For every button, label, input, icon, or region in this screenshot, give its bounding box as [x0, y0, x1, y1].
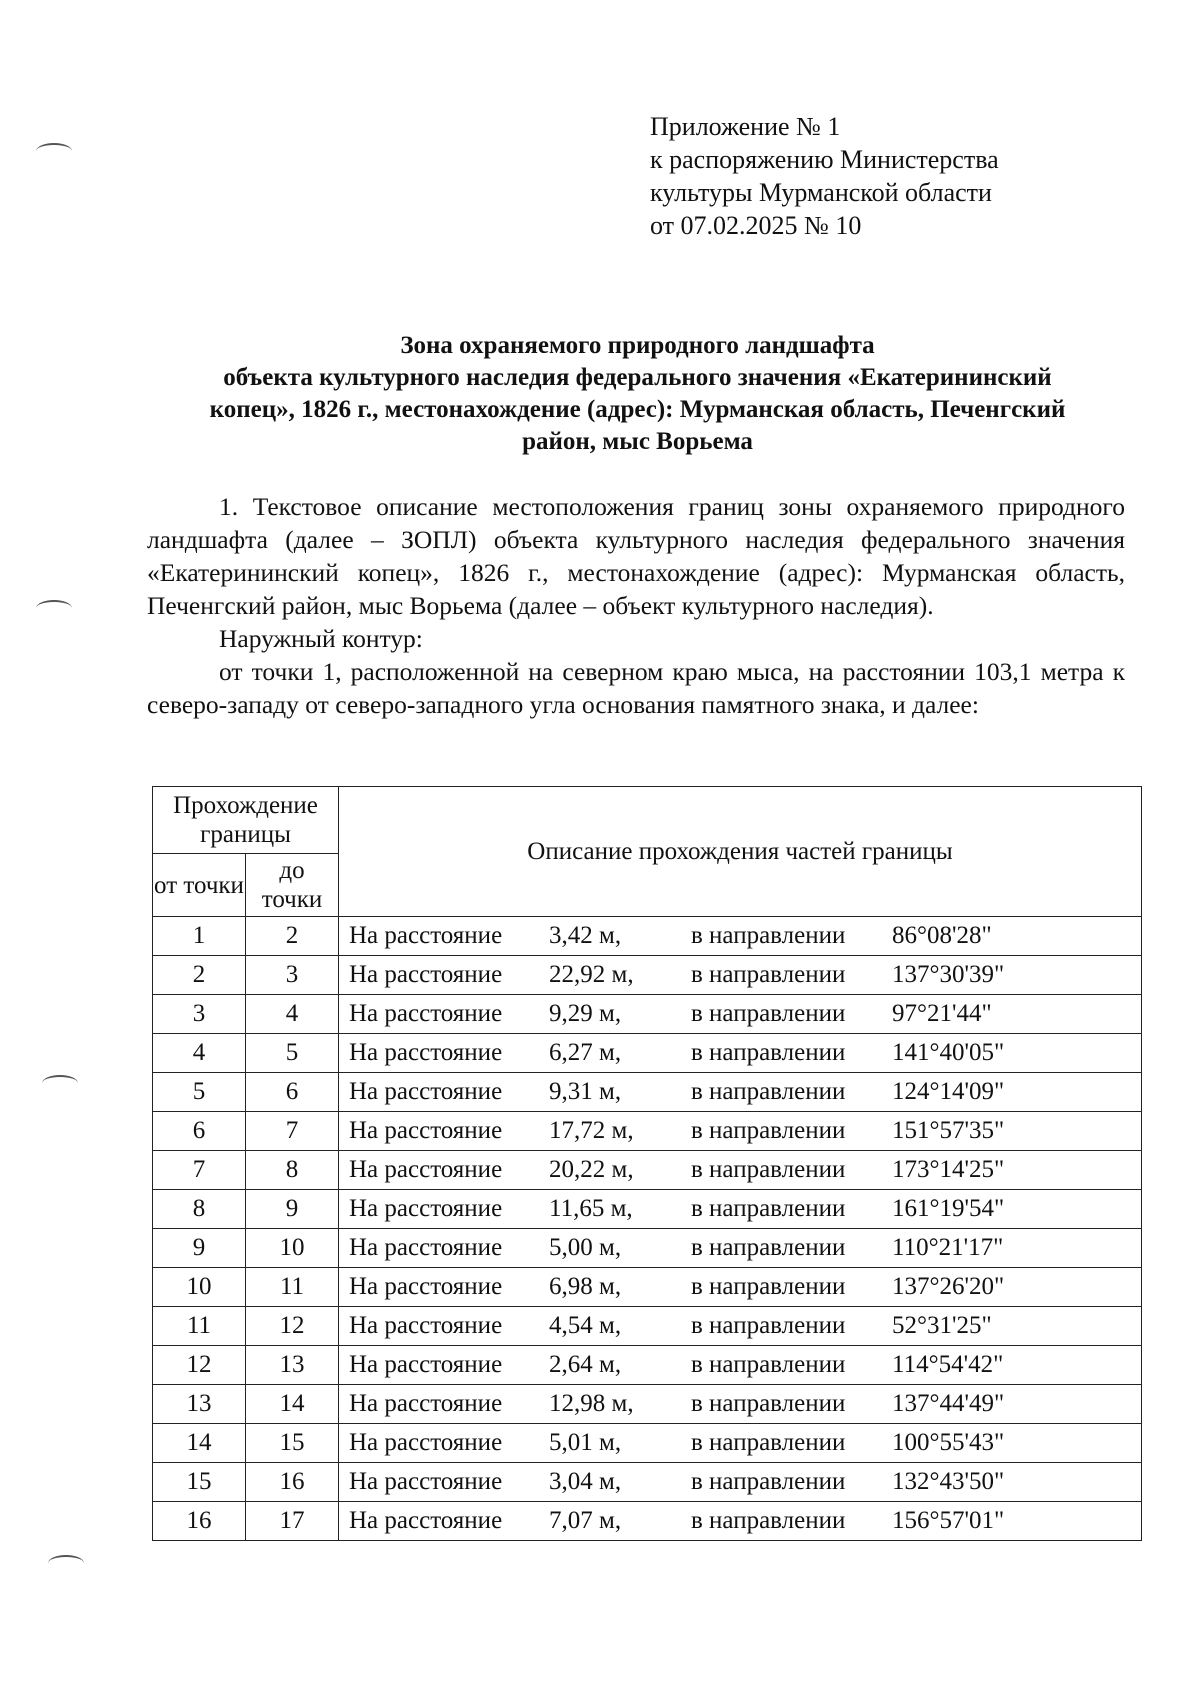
- direction-value: 114°54'42": [892, 1351, 1004, 1378]
- distance-value: 22,92 м,: [549, 961, 634, 988]
- cell-from-point: 11: [153, 1307, 246, 1346]
- cell-from-point: 9: [153, 1229, 246, 1268]
- distance-label: На расстояние: [349, 1390, 503, 1417]
- title-line: район, мыс Ворьема: [522, 428, 753, 455]
- distance-label: На расстояние: [349, 1156, 503, 1183]
- cell-to-point: 17: [246, 1502, 339, 1541]
- table-row: [153, 1112, 1142, 1151]
- paragraph-description: 1. Текстовое описание местоположения границ зоны охраняемого природного ландшафта (далее – ЗОПЛ) объекта культурного наследия федерального значения «Екатерининский копец», 1826 г., местонахождение (адрес): Мурманская область, Печенгский район, мыс Ворьема (далее – объект культурного наследия).: [147, 492, 1125, 620]
- direction-label: в направлении: [691, 1234, 846, 1261]
- appendix-line: Приложение № 1: [650, 112, 841, 141]
- table-row: [153, 1034, 1142, 1073]
- table-row: [153, 1307, 1142, 1346]
- distance-label: На расстояние: [349, 1117, 503, 1144]
- paragraph-start-point: от точки 1, расположенной на северном краю мыса, на расстоянии 103,1 метра к северо-западу от северо-западного угла основания памятного знака, и далее:: [147, 657, 1125, 719]
- cell-to-point: 8: [246, 1151, 339, 1190]
- boundary-table: [152, 786, 1142, 1541]
- header-to-point: до точки: [246, 854, 339, 917]
- distance-label: На расстояние: [349, 1078, 503, 1105]
- document-title: [140, 330, 1135, 458]
- direction-value: 100°55'43": [892, 1429, 1005, 1456]
- cell-from-point: 14: [153, 1424, 246, 1463]
- body-text: [147, 490, 1125, 721]
- direction-value: 161°19'54": [892, 1195, 1005, 1222]
- cell-from-point: 15: [153, 1463, 246, 1502]
- table-body: [153, 917, 1142, 1541]
- direction-value: 132°43'50": [892, 1468, 1005, 1495]
- direction-label: в направлении: [691, 1429, 846, 1456]
- cell-description: [339, 1073, 1142, 1112]
- cell-description: [339, 1190, 1142, 1229]
- cell-description: [339, 1424, 1142, 1463]
- distance-label: На расстояние: [349, 1000, 503, 1027]
- direction-label: в направлении: [691, 1468, 846, 1495]
- cell-description: [339, 995, 1142, 1034]
- distance-value: 20,22 м,: [549, 1156, 634, 1183]
- table-row: [153, 917, 1142, 956]
- distance-value: 6,98 м,: [549, 1273, 622, 1300]
- direction-value: 86°08'28": [892, 922, 992, 949]
- direction-value: 97°21'44": [892, 1000, 992, 1027]
- title-line: Зона охраняемого природного ландшафта: [400, 332, 875, 359]
- distance-label: На расстояние: [349, 1312, 503, 1339]
- appendix-line: от 07.02.2025 № 10: [650, 211, 862, 240]
- distance-value: 17,72 м,: [549, 1117, 634, 1144]
- cell-from-point: 10: [153, 1268, 246, 1307]
- distance-value: 12,98 м,: [549, 1390, 634, 1417]
- direction-label: в направлении: [691, 1039, 846, 1066]
- distance-label: На расстояние: [349, 1234, 503, 1261]
- table-row: [153, 956, 1142, 995]
- cell-description: [339, 1151, 1142, 1190]
- cell-to-point: 15: [246, 1424, 339, 1463]
- cell-from-point: 12: [153, 1346, 246, 1385]
- cell-to-point: 2: [246, 917, 339, 956]
- punch-hole-mark: [36, 600, 72, 616]
- cell-description: [339, 1463, 1142, 1502]
- distance-label: На расстояние: [349, 961, 503, 988]
- cell-from-point: 16: [153, 1502, 246, 1541]
- table-row: [153, 1385, 1142, 1424]
- direction-label: в направлении: [691, 922, 846, 949]
- table-row: [153, 1463, 1142, 1502]
- table-row: [153, 1190, 1142, 1229]
- paragraph-outer-contour: Наружный контур:: [219, 624, 423, 653]
- direction-label: в направлении: [691, 1000, 846, 1027]
- table-row: [153, 1424, 1142, 1463]
- cell-from-point: 6: [153, 1112, 246, 1151]
- direction-value: 137°44'49": [892, 1390, 1005, 1417]
- cell-from-point: 5: [153, 1073, 246, 1112]
- direction-value: 137°26'20": [892, 1273, 1005, 1300]
- header-boundary-passage: Прохождение границы: [153, 787, 339, 854]
- header-from-point: от точки: [153, 854, 246, 917]
- table-row: [153, 1151, 1142, 1190]
- cell-description: [339, 1502, 1142, 1541]
- cell-to-point: 6: [246, 1073, 339, 1112]
- distance-value: 7,07 м,: [549, 1507, 622, 1534]
- cell-from-point: 7: [153, 1151, 246, 1190]
- distance-value: 4,54 м,: [549, 1312, 622, 1339]
- cell-to-point: 3: [246, 956, 339, 995]
- cell-description: [339, 917, 1142, 956]
- distance-label: На расстояние: [349, 922, 503, 949]
- cell-from-point: 4: [153, 1034, 246, 1073]
- cell-to-point: 10: [246, 1229, 339, 1268]
- cell-to-point: 5: [246, 1034, 339, 1073]
- direction-label: в направлении: [691, 1507, 846, 1534]
- cell-from-point: 13: [153, 1385, 246, 1424]
- cell-to-point: 14: [246, 1385, 339, 1424]
- direction-label: в направлении: [691, 1390, 846, 1417]
- distance-label: На расстояние: [349, 1468, 503, 1495]
- appendix-line: культуры Мурманской области: [650, 178, 992, 207]
- cell-description: [339, 1112, 1142, 1151]
- cell-from-point: 3: [153, 995, 246, 1034]
- direction-value: 110°21'17": [892, 1234, 1004, 1261]
- direction-label: в направлении: [691, 1156, 846, 1183]
- cell-from-point: 8: [153, 1190, 246, 1229]
- direction-value: 151°57'35": [892, 1117, 1005, 1144]
- cell-description: [339, 956, 1142, 995]
- direction-value: 173°14'25": [892, 1156, 1005, 1183]
- table-row: [153, 1073, 1142, 1112]
- cell-to-point: 12: [246, 1307, 339, 1346]
- table-row: [153, 1268, 1142, 1307]
- distance-value: 9,31 м,: [549, 1078, 622, 1105]
- direction-label: в направлении: [691, 1078, 846, 1105]
- direction-value: 141°40'05": [892, 1039, 1005, 1066]
- table-row: [153, 1502, 1142, 1541]
- distance-label: На расстояние: [349, 1273, 503, 1300]
- cell-description: [339, 1229, 1142, 1268]
- header-description: Описание прохождения частей границы: [339, 787, 1142, 917]
- cell-description: [339, 1268, 1142, 1307]
- cell-to-point: 11: [246, 1268, 339, 1307]
- punch-hole-mark: [48, 1555, 84, 1571]
- direction-label: в направлении: [691, 1273, 846, 1300]
- cell-description: [339, 1034, 1142, 1073]
- distance-value: 2,64 м,: [549, 1351, 622, 1378]
- direction-label: в направлении: [691, 1195, 846, 1222]
- direction-label: в направлении: [691, 1312, 846, 1339]
- table-row: [153, 1346, 1142, 1385]
- cell-to-point: 4: [246, 995, 339, 1034]
- table-row: [153, 1229, 1142, 1268]
- cell-from-point: 1: [153, 917, 246, 956]
- table-row: [153, 995, 1142, 1034]
- punch-hole-mark: [42, 1075, 78, 1091]
- cell-description: [339, 1385, 1142, 1424]
- direction-label: в направлении: [691, 1351, 846, 1378]
- cell-to-point: 7: [246, 1112, 339, 1151]
- cell-to-point: 9: [246, 1190, 339, 1229]
- punch-hole-mark: [36, 143, 72, 159]
- direction-label: в направлении: [691, 961, 846, 988]
- distance-value: 5,00 м,: [549, 1234, 622, 1261]
- direction-value: 52°31'25": [892, 1312, 992, 1339]
- distance-value: 3,04 м,: [549, 1468, 622, 1495]
- direction-value: 137°30'39": [892, 961, 1005, 988]
- distance-label: На расстояние: [349, 1195, 503, 1222]
- cell-to-point: 16: [246, 1463, 339, 1502]
- distance-label: На расстояние: [349, 1351, 503, 1378]
- direction-label: в направлении: [691, 1117, 846, 1144]
- distance-label: На расстояние: [349, 1429, 503, 1456]
- distance-label: На расстояние: [349, 1039, 503, 1066]
- distance-value: 6,27 м,: [549, 1039, 622, 1066]
- distance-value: 9,29 м,: [549, 1000, 622, 1027]
- appendix-line: к распоряжению Министерства: [650, 145, 999, 174]
- distance-label: На расстояние: [349, 1507, 503, 1534]
- cell-description: [339, 1346, 1142, 1385]
- cell-to-point: 13: [246, 1346, 339, 1385]
- direction-value: 124°14'09": [892, 1078, 1005, 1105]
- cell-from-point: 2: [153, 956, 246, 995]
- direction-value: 156°57'01": [892, 1507, 1005, 1534]
- title-line: объекта культурного наследия федерального значения «Екатерининский: [223, 364, 1052, 391]
- distance-value: 3,42 м,: [549, 922, 622, 949]
- title-line: копец», 1826 г., местонахождение (адрес): Мурманская область, Печенгский: [209, 396, 1066, 423]
- distance-value: 5,01 м,: [549, 1429, 622, 1456]
- distance-value: 11,65 м,: [549, 1195, 633, 1222]
- cell-description: [339, 1307, 1142, 1346]
- appendix-header: [650, 110, 999, 242]
